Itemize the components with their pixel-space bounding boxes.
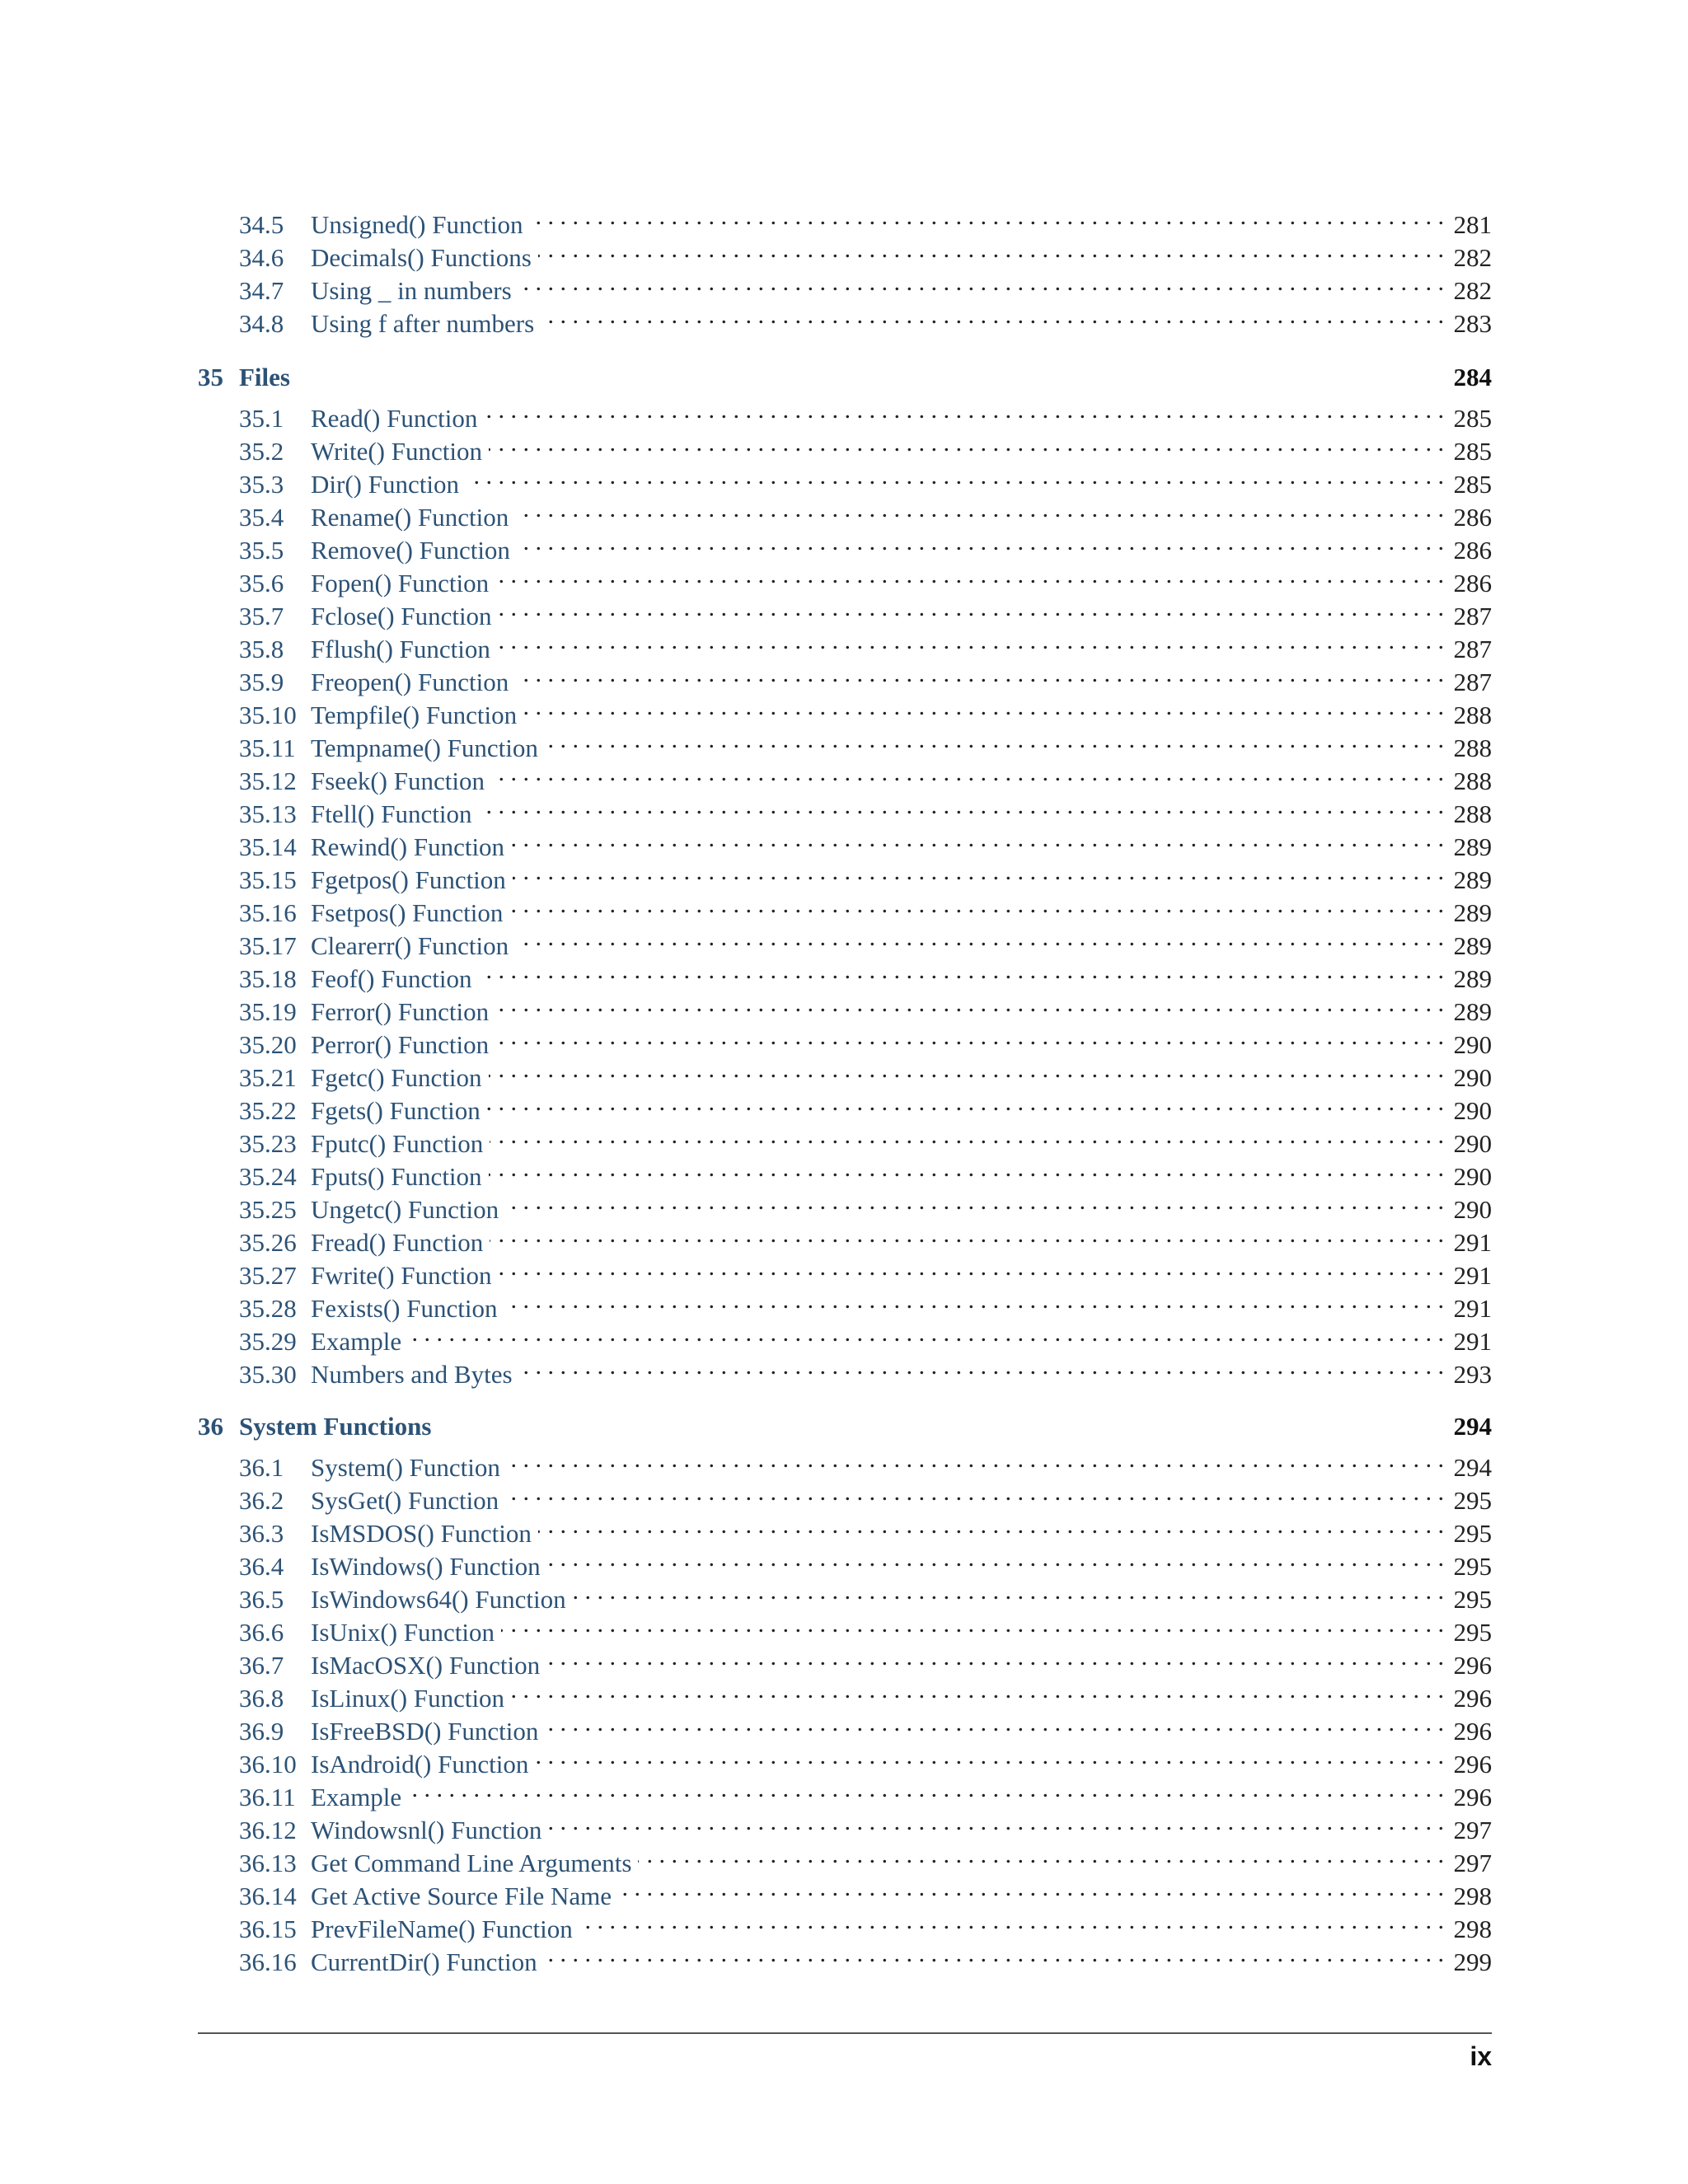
dot-leader xyxy=(408,1773,1444,1806)
dot-leader xyxy=(515,921,1444,954)
entry-title: Fwrite() Function xyxy=(311,1261,492,1290)
entry-page: 286 xyxy=(1453,569,1492,598)
entry-title: IsAndroid() Function xyxy=(311,1750,529,1779)
entry-number: 35.5 xyxy=(239,536,284,565)
dot-leader xyxy=(638,1839,1444,1872)
entry-number: 34.6 xyxy=(239,243,284,272)
entry-number: 36.16 xyxy=(239,1947,297,1976)
dot-leader xyxy=(518,266,1444,299)
entry-number: 36.13 xyxy=(239,1849,297,1877)
entry-number: 36.6 xyxy=(239,1618,284,1647)
entry-page: 283 xyxy=(1453,309,1492,338)
dot-leader xyxy=(495,559,1444,592)
entry-title: Fexists() Function xyxy=(311,1294,498,1323)
dot-leader xyxy=(579,1905,1444,1938)
entry-number: 36.9 xyxy=(239,1717,284,1746)
dot-leader xyxy=(507,1443,1444,1476)
entry-title: Read() Function xyxy=(311,404,478,433)
entry-number: 35.16 xyxy=(239,898,297,927)
entry-title: Fputs() Function xyxy=(311,1162,482,1191)
entry-number: 35.28 xyxy=(239,1294,297,1323)
entry-page: 289 xyxy=(1453,997,1492,1026)
entry-page: 287 xyxy=(1453,602,1492,630)
entry-page: 288 xyxy=(1453,799,1492,828)
entry-title: Dir() Function xyxy=(311,470,459,499)
entry-page: 282 xyxy=(1453,276,1492,305)
entry-page: 290 xyxy=(1453,1129,1492,1158)
entry-page: 296 xyxy=(1453,1717,1492,1746)
entry-page: 296 xyxy=(1453,1684,1492,1713)
toc-entry[interactable] xyxy=(198,200,1492,239)
entry-page: 296 xyxy=(1453,1651,1492,1680)
entry-title: IsUnix() Function xyxy=(311,1618,495,1647)
entry-title: Using _ in numbers xyxy=(311,276,512,305)
entry-number: 35.4 xyxy=(239,503,284,532)
dot-leader xyxy=(519,1350,1444,1383)
entry-number: 35.7 xyxy=(239,602,284,630)
entry-number: 35.21 xyxy=(239,1063,297,1092)
entry-number: 35.2 xyxy=(239,437,284,466)
entry-number: 36.10 xyxy=(239,1750,297,1779)
entry-number: 35.17 xyxy=(239,931,297,960)
entry-page: 291 xyxy=(1453,1294,1492,1323)
entry-title: Ftell() Function xyxy=(311,799,472,828)
entry-page: 290 xyxy=(1453,1063,1492,1092)
entry-title: Numbers and Bytes xyxy=(311,1360,513,1389)
entry-title: Get Active Source File Name xyxy=(311,1882,612,1910)
entry-number: 35.9 xyxy=(239,668,284,696)
entry-page: 290 xyxy=(1453,1096,1492,1125)
table-of-contents xyxy=(198,200,1492,1976)
entry-page: 288 xyxy=(1453,701,1492,729)
entry-title: Fflush() Function xyxy=(311,635,490,663)
chapter-page: 294 xyxy=(1453,1412,1492,1441)
dot-leader xyxy=(511,1674,1444,1707)
entry-number: 35.14 xyxy=(239,832,297,861)
entry-number: 36.1 xyxy=(239,1453,284,1482)
entry-page: 291 xyxy=(1453,1261,1492,1290)
entry-title: IsMSDOS() Function xyxy=(311,1519,532,1548)
entry-page: 296 xyxy=(1453,1750,1492,1779)
entry-title: Feof() Function xyxy=(311,964,472,993)
entry-title: Fgets() Function xyxy=(311,1096,481,1125)
dot-leader xyxy=(499,1251,1444,1284)
chapter-number: 36 xyxy=(198,1412,223,1441)
dot-leader xyxy=(545,1707,1444,1740)
toc-entry[interactable] xyxy=(198,394,1492,433)
dot-leader xyxy=(478,954,1444,987)
dot-leader xyxy=(546,1641,1444,1674)
entry-title: Ungetc() Function xyxy=(311,1195,499,1224)
entry-title: Example xyxy=(311,1327,402,1356)
dot-leader xyxy=(547,1542,1444,1575)
entry-page: 297 xyxy=(1453,1816,1492,1844)
dot-leader xyxy=(495,1020,1444,1053)
footer-rule xyxy=(198,2032,1492,2034)
dot-leader xyxy=(538,1509,1444,1542)
entry-number: 35.27 xyxy=(239,1261,297,1290)
entry-page: 293 xyxy=(1453,1360,1492,1389)
dot-leader xyxy=(484,394,1444,427)
entry-number: 35.26 xyxy=(239,1228,297,1257)
entry-title: SysGet() Function xyxy=(311,1486,499,1515)
entry-page: 294 xyxy=(1453,1453,1492,1482)
entry-page: 286 xyxy=(1453,503,1492,532)
entry-number: 35.23 xyxy=(239,1129,297,1158)
dot-leader xyxy=(487,1086,1444,1119)
entry-page: 295 xyxy=(1453,1519,1492,1548)
entry-number: 35.24 xyxy=(239,1162,297,1191)
dot-leader xyxy=(517,526,1444,559)
entry-number: 36.4 xyxy=(239,1552,284,1581)
entry-page: 299 xyxy=(1453,1947,1492,1976)
entry-number: 36.3 xyxy=(239,1519,284,1548)
entry-page: 285 xyxy=(1453,437,1492,466)
entry-title: IsFreeBSD() Function xyxy=(311,1717,539,1746)
dot-leader xyxy=(535,1740,1444,1773)
entry-number: 36.14 xyxy=(239,1882,297,1910)
dot-leader xyxy=(523,691,1444,724)
entry-title: Fsetpos() Function xyxy=(311,898,504,927)
entry-title: PrevFileName() Function xyxy=(311,1915,573,1943)
entry-number: 35.15 xyxy=(239,865,297,894)
entry-number: 36.7 xyxy=(239,1651,284,1680)
entry-page: 289 xyxy=(1453,931,1492,960)
entry-page: 295 xyxy=(1453,1552,1492,1581)
entry-title: IsMacOSX() Function xyxy=(311,1651,541,1680)
dot-leader xyxy=(544,1938,1444,1971)
dot-leader xyxy=(504,1284,1444,1317)
dot-leader xyxy=(509,888,1444,921)
entry-title: Fclose() Function xyxy=(311,602,492,630)
entry-number: 35.22 xyxy=(239,1096,297,1125)
entry-page: 290 xyxy=(1453,1195,1492,1224)
dot-leader xyxy=(491,757,1444,790)
entry-page: 295 xyxy=(1453,1486,1492,1515)
entry-number: 36.15 xyxy=(239,1915,297,1943)
entry-number: 35.8 xyxy=(239,635,284,663)
entry-number: 35.19 xyxy=(239,997,297,1026)
chapter-page: 284 xyxy=(1453,363,1492,391)
entry-title: Get Command Line Arguments xyxy=(311,1849,632,1877)
entry-page: 298 xyxy=(1453,1915,1492,1943)
entry-title: Clearerr() Function xyxy=(311,931,509,960)
dot-leader xyxy=(529,200,1444,233)
entry-title: Decimals() Functions xyxy=(311,243,532,272)
entry-number: 36.8 xyxy=(239,1684,284,1713)
entry-number: 35.20 xyxy=(239,1030,297,1059)
entry-page: 295 xyxy=(1453,1618,1492,1647)
chapter-title: Files xyxy=(239,363,290,391)
dot-leader xyxy=(489,1152,1444,1185)
entry-page: 295 xyxy=(1453,1585,1492,1614)
chapter-title: System Functions xyxy=(239,1412,432,1441)
entry-number: 35.3 xyxy=(239,470,284,499)
entry-number: 35.25 xyxy=(239,1195,297,1224)
entry-page: 285 xyxy=(1453,470,1492,499)
entry-title: Tempfile() Function xyxy=(311,701,518,729)
entry-number: 35.29 xyxy=(239,1327,297,1356)
dot-leader xyxy=(495,987,1444,1020)
entry-title: Windowsnl() Function xyxy=(311,1816,542,1844)
chapter-35-heading[interactable] xyxy=(198,361,1492,394)
entry-page: 298 xyxy=(1453,1882,1492,1910)
page-number: ix xyxy=(1470,2041,1492,2071)
entry-page: 297 xyxy=(1453,1849,1492,1877)
entry-page: 281 xyxy=(1453,210,1492,239)
entry-page: 282 xyxy=(1453,243,1492,272)
dot-leader xyxy=(505,1476,1444,1509)
entry-page: 286 xyxy=(1453,536,1492,565)
dot-leader xyxy=(505,1185,1444,1218)
dot-leader xyxy=(489,427,1444,460)
entry-title: Remove() Function xyxy=(311,536,510,565)
entry-page: 289 xyxy=(1453,898,1492,927)
dot-leader xyxy=(513,855,1444,888)
entry-page: 288 xyxy=(1453,766,1492,795)
section-list-34 xyxy=(198,200,1492,338)
entry-number: 35.18 xyxy=(239,964,297,993)
entry-page: 287 xyxy=(1453,635,1492,663)
entry-title: Ferror() Function xyxy=(311,997,490,1026)
dot-leader xyxy=(501,1608,1444,1641)
entry-number: 35.6 xyxy=(239,569,284,598)
dot-leader xyxy=(548,1806,1444,1839)
entry-number: 34.7 xyxy=(239,276,284,305)
dot-leader xyxy=(490,1119,1444,1152)
dot-leader xyxy=(515,658,1444,691)
entry-title: Fgetpos() Function xyxy=(311,865,506,894)
dot-leader xyxy=(573,1575,1444,1608)
entry-title: Example xyxy=(311,1783,402,1811)
entry-page: 289 xyxy=(1453,832,1492,861)
dot-leader xyxy=(499,592,1444,625)
entry-title: Perror() Function xyxy=(311,1030,490,1059)
entry-number: 34.5 xyxy=(239,210,284,239)
dot-leader xyxy=(490,1218,1444,1251)
entry-number: 36.11 xyxy=(239,1783,296,1811)
entry-title: Tempname() Function xyxy=(311,733,538,762)
entry-title: Using f after numbers xyxy=(311,309,535,338)
entry-number: 35.1 xyxy=(239,404,284,433)
entry-page: 287 xyxy=(1453,668,1492,696)
entry-title: IsWindows64() Function xyxy=(311,1585,566,1614)
entry-title: IsWindows() Function xyxy=(311,1552,541,1581)
entry-title: Unsigned() Function xyxy=(311,210,523,239)
entry-page: 285 xyxy=(1453,404,1492,433)
entry-title: IsLinux() Function xyxy=(311,1684,505,1713)
entry-number: 36.5 xyxy=(239,1585,284,1614)
toc-entry[interactable] xyxy=(198,1443,1492,1482)
dot-leader xyxy=(478,790,1444,823)
dot-leader xyxy=(511,823,1444,855)
dot-leader xyxy=(466,460,1444,493)
section-list-36 xyxy=(198,1443,1492,1976)
entry-number: 35.13 xyxy=(239,799,297,828)
entry-number: 36.2 xyxy=(239,1486,284,1515)
entry-title: CurrentDir() Function xyxy=(311,1947,537,1976)
entry-title: Fseek() Function xyxy=(311,766,485,795)
entry-page: 290 xyxy=(1453,1162,1492,1191)
entry-title: Write() Function xyxy=(311,437,482,466)
entry-page: 288 xyxy=(1453,733,1492,762)
dot-leader xyxy=(408,1317,1444,1350)
entry-number: 36.12 xyxy=(239,1816,297,1844)
entry-title: Fopen() Function xyxy=(311,569,490,598)
entry-title: Fread() Function xyxy=(311,1228,484,1257)
entry-title: System() Function xyxy=(311,1453,500,1482)
entry-page: 289 xyxy=(1453,964,1492,993)
entry-number: 35.30 xyxy=(239,1360,297,1389)
dot-leader xyxy=(538,233,1444,266)
dot-leader xyxy=(545,724,1444,757)
dot-leader xyxy=(541,299,1444,332)
dot-leader xyxy=(515,493,1444,526)
entry-page: 289 xyxy=(1453,865,1492,894)
dot-leader xyxy=(489,1053,1445,1086)
chapter-number: 35 xyxy=(198,363,223,391)
entry-page: 291 xyxy=(1453,1327,1492,1356)
entry-page: 296 xyxy=(1453,1783,1492,1811)
entry-title: Rewind() Function xyxy=(311,832,505,861)
dot-leader xyxy=(618,1872,1444,1905)
entry-title: Fputc() Function xyxy=(311,1129,484,1158)
entry-number: 35.11 xyxy=(239,733,296,762)
entry-number: 34.8 xyxy=(239,309,284,338)
entry-title: Freopen() Function xyxy=(311,668,509,696)
entry-page: 291 xyxy=(1453,1228,1492,1257)
dot-leader xyxy=(497,625,1444,658)
entry-title: Rename() Function xyxy=(311,503,509,532)
chapter-36-heading[interactable] xyxy=(198,1410,1492,1443)
entry-page: 290 xyxy=(1453,1030,1492,1059)
entry-number: 35.12 xyxy=(239,766,297,795)
section-list-35 xyxy=(198,394,1492,1389)
entry-number: 35.10 xyxy=(239,701,297,729)
entry-title: Fgetc() Function xyxy=(311,1063,482,1092)
